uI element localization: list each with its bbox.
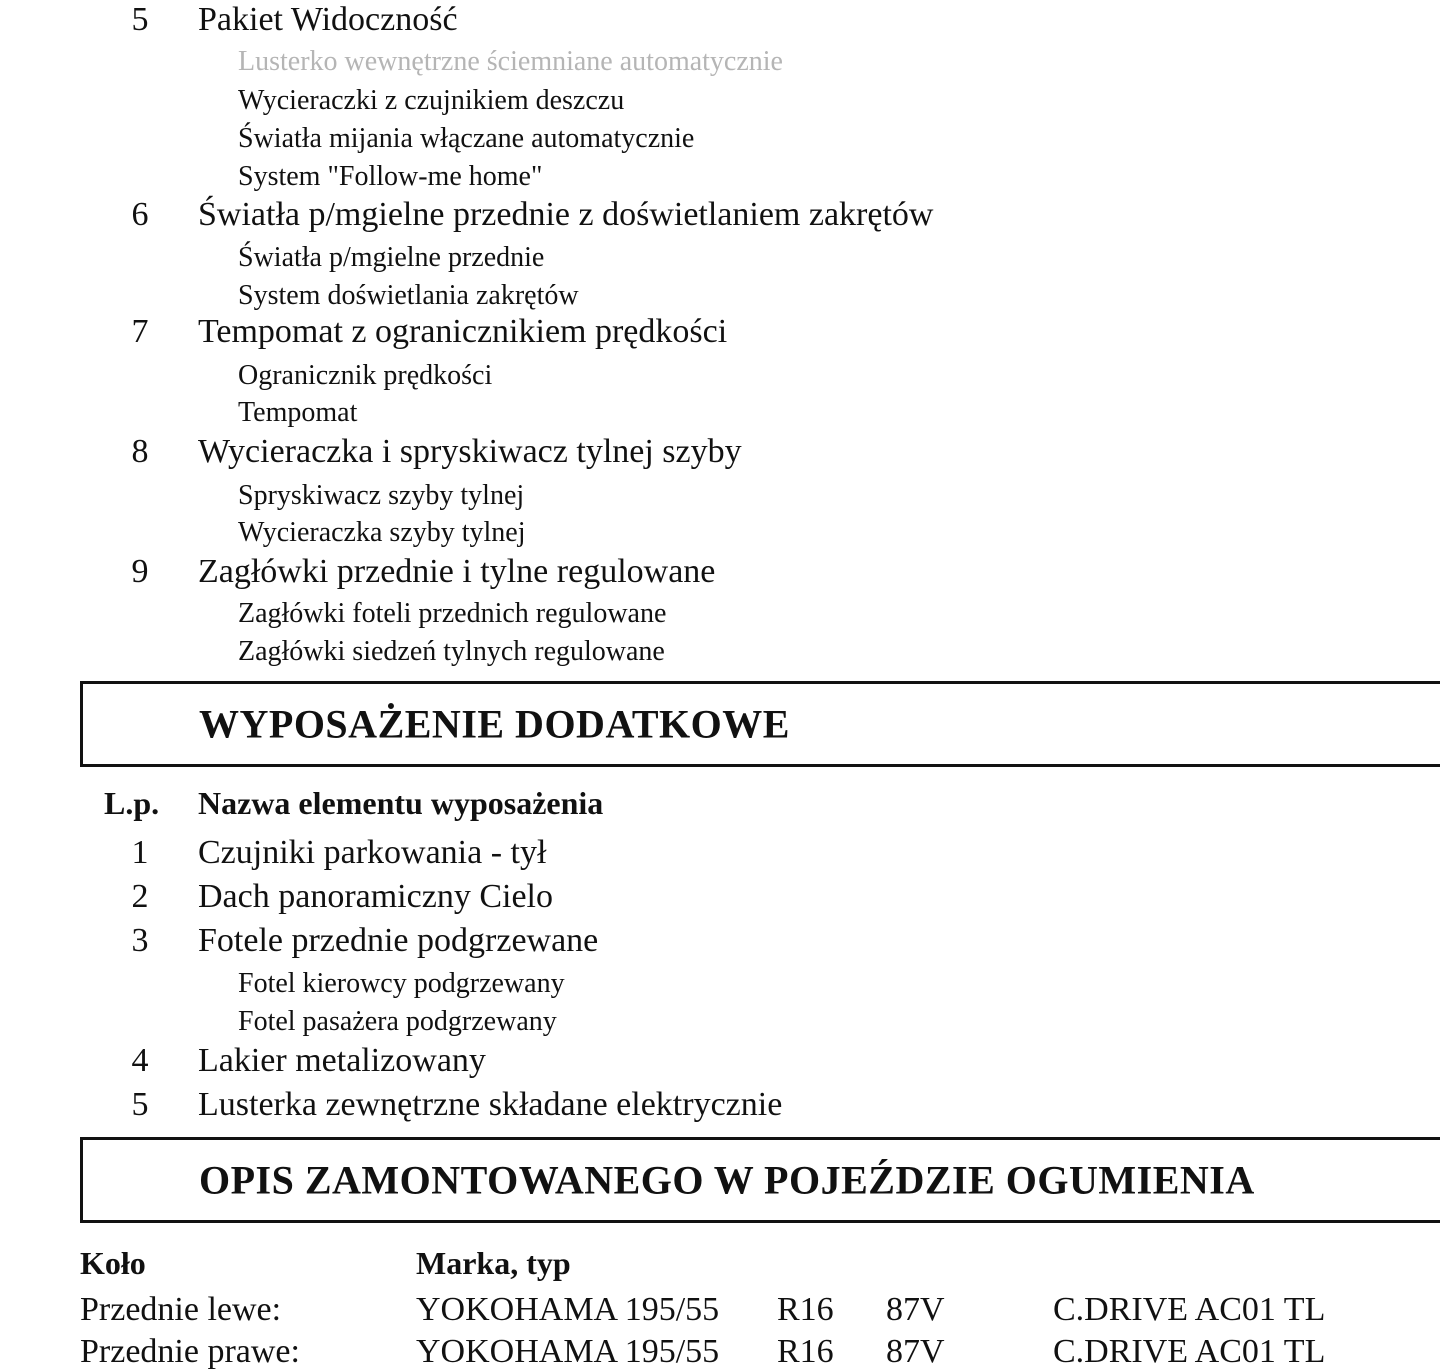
- sub-item: Spryskiwacz szyby tylnej: [238, 480, 525, 511]
- column-header-name: Nazwa elementu wyposażenia: [198, 785, 604, 821]
- item-number: 3: [131, 922, 149, 959]
- tyre-rim: R16: [777, 1333, 834, 1370]
- item-name: Czujniki parkowania - tył: [198, 834, 547, 871]
- tyre-index: 87V: [886, 1333, 945, 1370]
- tyre-index: 87V: [886, 1291, 945, 1328]
- item-number: 8: [131, 433, 149, 470]
- tyre-brand: YOKOHAMA 195/55: [416, 1291, 720, 1328]
- item-name: Dach panoramiczny Cielo: [198, 878, 553, 915]
- column-header-brand: Marka, typ: [416, 1245, 571, 1281]
- sub-item: Tempomat: [238, 397, 358, 428]
- tyre-wheel: Przednie lewe:: [80, 1291, 282, 1328]
- sub-item: Lusterko wewnętrzne ściemniane automatycznie: [238, 46, 783, 77]
- item-name: Tempomat z ogranicznikiem prędkości: [198, 313, 728, 350]
- item-number: 4: [131, 1042, 149, 1079]
- tyre-wheel: Przednie prawe:: [80, 1333, 300, 1370]
- section-title: OPIS ZAMONTOWANEGO W POJEŹDZIE OGUMIENIA: [199, 1157, 1255, 1203]
- sub-item: System doświetlania zakrętów: [238, 280, 579, 311]
- sub-item: System "Follow-me home": [238, 161, 543, 192]
- item-number: 7: [131, 313, 149, 350]
- tyre-model: C.DRIVE AC01 TL: [1053, 1291, 1326, 1328]
- section-header-tyres: [80, 1137, 1440, 1223]
- sub-item: Fotel pasażera podgrzewany: [238, 1006, 557, 1037]
- column-header-lp: L.p.: [104, 785, 160, 821]
- section-title: WYPOSAŻENIE DODATKOWE: [199, 701, 790, 747]
- section-header-additional: [80, 681, 1440, 767]
- item-number: 5: [131, 1086, 149, 1123]
- tyre-model: C.DRIVE AC01 TL: [1053, 1333, 1326, 1370]
- item-name: Zagłówki przednie i tylne regulowane: [198, 553, 716, 590]
- item-name: Fotele przednie podgrzewane: [198, 922, 599, 959]
- item-name: Wycieraczka i spryskiwacz tylnej szyby: [198, 433, 742, 470]
- sub-item: Wycieraczki z czujnikiem deszczu: [238, 85, 625, 116]
- item-number: 2: [131, 878, 149, 915]
- item-number: 1: [131, 834, 149, 871]
- item-name: Lusterka zewnętrzne składane elektrycznie: [198, 1086, 783, 1123]
- sub-item: Zagłówki siedzeń tylnych regulowane: [238, 636, 665, 667]
- sub-item: Światła mijania włączane automatycznie: [238, 123, 695, 154]
- sub-item: Fotel kierowcy podgrzewany: [238, 968, 565, 999]
- item-name: Pakiet Widoczność: [198, 1, 458, 38]
- sub-item: Wycieraczka szyby tylnej: [238, 517, 526, 548]
- item-number: 5: [131, 1, 149, 38]
- item-name: Światła p/mgielne przednie z doświetlaniem zakrętów: [198, 196, 934, 233]
- item-number: 9: [131, 553, 149, 590]
- item-name: Lakier metalizowany: [198, 1042, 486, 1079]
- tyre-rim: R16: [777, 1291, 834, 1328]
- item-number: 6: [131, 196, 149, 233]
- sub-item: Światła p/mgielne przednie: [238, 242, 545, 273]
- sub-item: Ogranicznik prędkości: [238, 360, 493, 391]
- column-header-wheel: Koło: [80, 1245, 146, 1281]
- tyre-brand: YOKOHAMA 195/55: [416, 1333, 720, 1370]
- sub-item: Zagłówki foteli przednich regulowane: [238, 598, 667, 629]
